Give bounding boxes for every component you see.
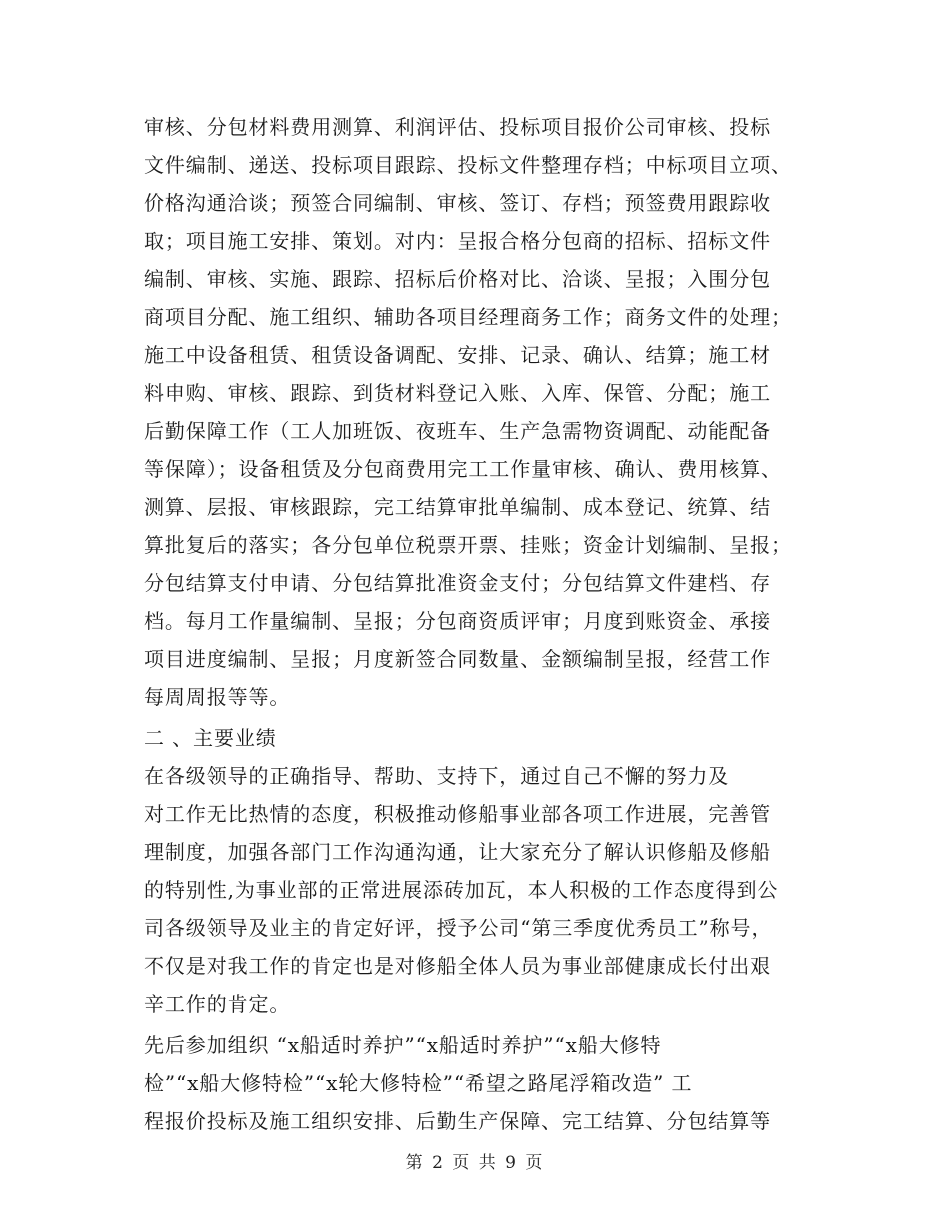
text-line: 辛工作的肯定。 [144,992,291,1016]
text-line: 施工中设备租赁、租赁设备调配、安排、记录、确认、结算；施工材 [144,343,771,367]
text-line: 算批复后的落实；各分包单位税票开票、挂账；资金计划编制、呈报； [144,533,792,557]
text-line: 编制、审核、实施、跟踪、招标后价格对比、洽谈、呈报；入围分包 [144,267,771,291]
text-line: 程报价投标及施工组织安排、后勤生产保障、完工结算、分包结算等 [144,1109,771,1133]
text-line: 司各级领导及业主的肯定好评，授予公司“第三季度优秀员工”称号， [144,916,773,940]
text-line: 在各级领导的正确指导、帮助、支持下，通过自己不懈的努力及 [144,764,730,788]
text-line: 先后参加组织 “x船适时养护”“x船适时养护”“x船大修特 [144,1033,662,1057]
text-line: 项目进度编制、呈报；月度新签合同数量、金额编制呈报，经营工作 [144,647,771,671]
text-line: 对工作无比热情的态度，积极推动修船事业部各项工作进展，完善管 [144,802,771,826]
text-line: 料申购、审核、跟踪、到货材料登记入账、入库、保管、分配；施工 [144,381,771,405]
text-line: 文件编制、递送、投标项目跟踪、投标文件整理存档；中标项目立项、 [144,153,792,177]
body-text [144,108,816,1140]
section-heading: 二 、主要业绩 [144,726,277,750]
text-line: 的特别性,为事业部的正常进展添砖加瓦，本人积极的工作态度得到公 [144,878,779,902]
text-line: 测算、层报、审核跟踪，完工结算审批单编制、成本登记、统算、结 [144,495,771,519]
text-line: 取；项目施工安排、策划。对内：呈报合格分包商的招标、招标文件 [144,229,771,253]
text-line: 后勤保障工作（工人加班饭、夜班车、生产急需物资调配、动能配备 [144,419,771,443]
text-line: 等保障）；设备租赁及分包商费用完工工作量审核、确认、费用核算、 [144,457,782,481]
page-number-footer: 第 2 页 共 9 页 [405,1153,545,1173]
text-line: 不仅是对我工作的肯定也是对修船全体人员为事业部健康成长付出艰 [144,954,771,978]
text-line: 理制度，加强各部门工作沟通沟通，让大家充分了解认识修船及修船 [144,840,771,864]
text-line: 每周周报等等。 [144,685,291,709]
text-line: 分包结算支付申请、分包结算批准资金支付；分包结算文件建档、存 [144,571,771,595]
text-line: 商项目分配、施工组织、辅助各项目经理商务工作；商务文件的处理； [144,305,792,329]
text-line: 价格沟通洽谈；预签合同编制、审核、签订、存档；预签费用跟踪收 [144,191,771,215]
text-line: 档。每月工作量编制、呈报；分包商资质评审；月度到账资金、承接 [144,609,771,633]
text-line: 审核、分包材料费用测算、利润评估、投标项目报价公司审核、投标 [144,115,771,139]
text-line: 检”“x船大修特检”“x轮大修特检”“希望之路尾浮箱改造” 工 [144,1071,693,1095]
